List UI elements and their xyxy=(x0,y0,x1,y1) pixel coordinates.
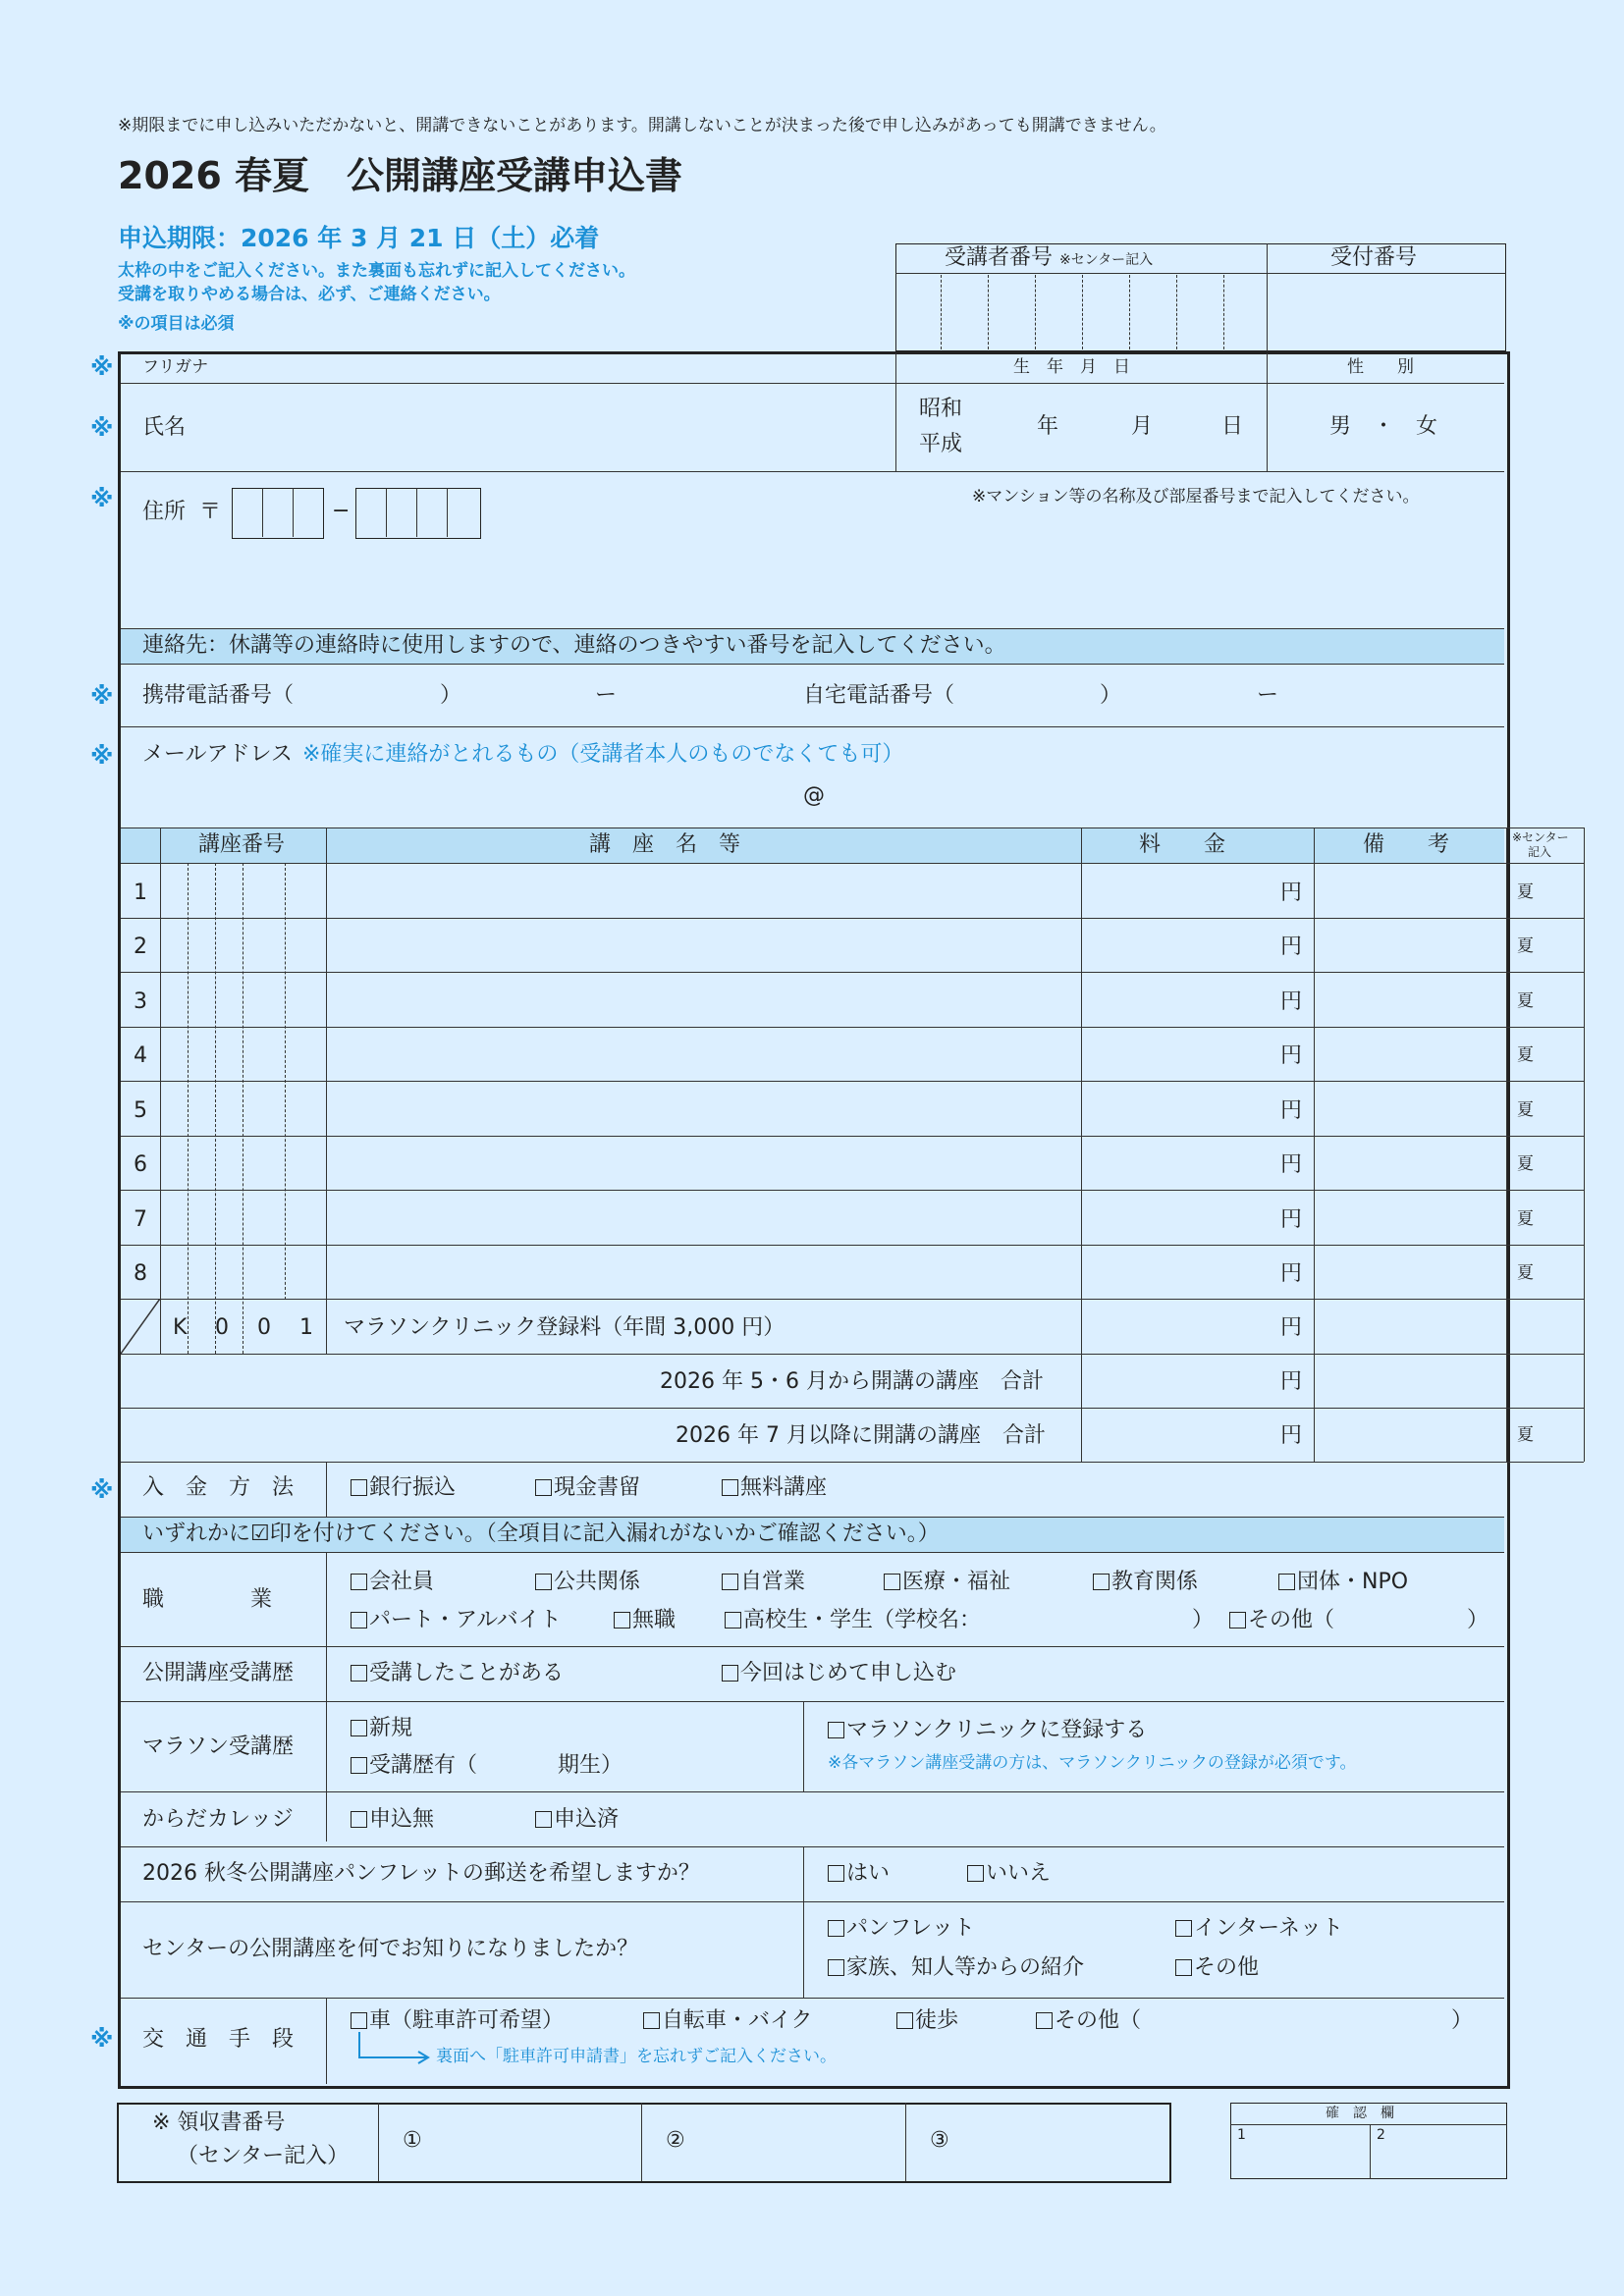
required-mark: ※ xyxy=(90,1476,114,1504)
home-paren-close: ） xyxy=(1100,683,1122,708)
summer-mark: 夏 xyxy=(1517,1154,1534,1174)
gender-options[interactable]: 男 ・ 女 xyxy=(1329,414,1438,439)
row-number: 6 xyxy=(134,1152,147,1177)
yen-label: 円 xyxy=(1280,1315,1303,1340)
course-name-header: 講 座 名 等 xyxy=(589,832,741,857)
marathon-history-label: マラソン受講歴 xyxy=(142,1735,295,1759)
instruction-2: 受講を取りやめる場合は、必ず、ご連絡ください。 xyxy=(118,285,501,304)
total-may-june: 2026 年 5・6 月から開講の講座 合計 xyxy=(660,1369,1044,1394)
postal-dash: − xyxy=(332,499,351,523)
checkbox[interactable] xyxy=(1175,1920,1192,1937)
checkbox[interactable] xyxy=(884,1574,900,1590)
karada-applied[interactable]: 申込済 xyxy=(535,1809,619,1831)
home-dash: ー xyxy=(1257,683,1279,708)
home-phone-label: 自宅電話番号（ xyxy=(803,683,955,708)
occupation-education[interactable]: 教育関係 xyxy=(1093,1572,1198,1593)
address-note: ※マンション等の名称及び部屋番号まで記入してください。 xyxy=(972,487,1420,507)
receipt-number-3: ③ xyxy=(930,2128,949,2153)
arrow-icon xyxy=(357,2032,432,2065)
checkbox[interactable] xyxy=(351,1720,367,1736)
center-use-header-2: 記入 xyxy=(1528,845,1552,859)
row-number: 1 xyxy=(134,881,147,905)
checkbox[interactable] xyxy=(828,1959,844,1976)
required-mark: ※ xyxy=(90,742,114,770)
occupation-company[interactable]: 会社員 xyxy=(351,1572,434,1593)
k-code-char: 1 xyxy=(299,1315,313,1340)
student-paren-close: ） xyxy=(1192,1608,1215,1632)
check-instruction-band: いずれかに☑印を付けてください。（全項目に記入漏れがないかご確認ください。） xyxy=(142,1522,940,1546)
payment-label: 入 金 方 法 xyxy=(142,1475,295,1500)
source-pamphlet[interactable]: パンフレット xyxy=(828,1918,975,1940)
occupation-medical[interactable]: 医療・福祉 xyxy=(884,1572,1010,1593)
payment-free-course[interactable]: 無料講座 xyxy=(722,1477,827,1499)
mobile-phone-label: 携帯電話番号（ xyxy=(142,683,295,708)
remarks-header: 備 考 xyxy=(1363,832,1450,857)
receipt-number-1: ① xyxy=(403,2128,422,2153)
checkbox[interactable] xyxy=(1229,1612,1246,1629)
occupation-student[interactable]: 高校生・学生（学校名： xyxy=(725,1610,981,1631)
payment-cash-registered[interactable]: 現金書留 xyxy=(535,1477,640,1499)
summer-mark: 夏 xyxy=(1517,1263,1534,1283)
payment-bank-transfer[interactable]: 銀行振込 xyxy=(351,1477,456,1499)
postal-code-first[interactable] xyxy=(232,488,324,539)
row-number: 3 xyxy=(134,989,147,1014)
parking-permit-note: 裏面へ「駐車許可申請書」を忘れずご記入ください。 xyxy=(436,2047,837,2066)
source-internet[interactable]: インターネット xyxy=(1175,1918,1343,1940)
transport-other-close: ） xyxy=(1451,2008,1474,2033)
checkbox[interactable] xyxy=(351,1757,367,1774)
confirmation-col-2: 2 xyxy=(1377,2127,1385,2143)
checkbox[interactable] xyxy=(351,1574,367,1590)
receipt-number-2: ② xyxy=(666,2128,685,2153)
deadline-notice: ※期限までに申し込みいただかないと、開講できないことがあります。開講しないことが決まった後で申し込みがあっても開講できません。 xyxy=(118,116,1166,135)
email-at: @ xyxy=(803,783,825,808)
source-other[interactable]: その他 xyxy=(1175,1957,1259,1979)
name-label: 氏名 xyxy=(142,415,187,440)
address-label: 住所 〒 xyxy=(142,500,222,524)
source-family-friends[interactable]: 家族、知人等からの紹介 xyxy=(828,1957,1084,1979)
confirmation-col-1: 1 xyxy=(1237,2127,1246,2143)
occupation-public[interactable]: 公共関係 xyxy=(535,1572,640,1593)
course-history-label: 公開講座受講歴 xyxy=(142,1661,295,1685)
row-number: 7 xyxy=(134,1207,147,1232)
gender-header: 性 別 xyxy=(1347,357,1414,377)
checkbox[interactable] xyxy=(535,1811,552,1828)
yen-label: 円 xyxy=(1280,1261,1303,1286)
email-label: メールアドレス xyxy=(142,742,293,767)
checkbox[interactable] xyxy=(725,1612,741,1629)
k-code-char: 0 xyxy=(215,1315,229,1340)
k-code-char: 0 xyxy=(257,1315,271,1340)
checkbox[interactable] xyxy=(535,1479,552,1496)
day-unit: 日 xyxy=(1221,414,1244,439)
diagonal-slash xyxy=(121,1299,160,1354)
marathon-fee-label: マラソンクリニック登録料（年間 3,000 円） xyxy=(344,1315,785,1340)
instruction-3: ※の項目は必須 xyxy=(118,314,235,334)
yen-label: 円 xyxy=(1280,881,1303,905)
transport-car[interactable]: 車（駐車許可希望） xyxy=(351,2010,564,2032)
marathon-clinic-note: ※各マラソン講座受講の方は、マラソンクリニックの登録が必須です。 xyxy=(828,1753,1357,1773)
yen-label: 円 xyxy=(1280,1423,1303,1448)
postal-code-second[interactable] xyxy=(355,488,481,539)
checkbox[interactable] xyxy=(1036,2012,1053,2029)
receipt-number-label: ※ 領収書番号 xyxy=(152,2110,286,2135)
applicant-number-label: 受講者番号 ※センター記入 xyxy=(945,245,1154,270)
mobile-paren-close: ） xyxy=(440,683,462,708)
pamphlet-no[interactable]: いいえ xyxy=(967,1863,1051,1885)
year-unit: 年 xyxy=(1037,414,1059,439)
checkbox[interactable] xyxy=(828,1722,844,1738)
checkbox[interactable] xyxy=(1175,1959,1192,1976)
occupation-self-employed[interactable]: 自営業 xyxy=(722,1572,805,1593)
checkbox[interactable] xyxy=(614,1612,630,1629)
summer-mark: 夏 xyxy=(1517,882,1534,902)
checkbox[interactable] xyxy=(722,1665,738,1682)
email-note: ※確実に連絡がとれるもの（受講者本人のものでなくても可） xyxy=(302,742,904,767)
karada-college-label: からだカレッジ xyxy=(142,1807,294,1832)
instruction-1: 太枠の中をご記入ください。また裏面も忘れずに記入してください。 xyxy=(118,261,635,281)
required-mark: ※ xyxy=(90,682,114,710)
occupation-part-time[interactable]: パート・アルバイト xyxy=(351,1610,562,1631)
checkbox[interactable] xyxy=(351,1612,367,1629)
required-mark: ※ xyxy=(90,353,114,381)
yen-label: 円 xyxy=(1280,1369,1303,1394)
checkbox[interactable] xyxy=(828,1865,844,1882)
reception-number-label: 受付番号 xyxy=(1330,245,1418,270)
form-title: 2026 春夏 公開講座受講申込書 xyxy=(118,154,682,197)
required-mark: ※ xyxy=(90,485,114,512)
occupation-label: 職 業 xyxy=(142,1587,273,1612)
mobile-dash: ー xyxy=(595,683,618,708)
other-paren-close: ） xyxy=(1467,1608,1489,1632)
marathon-has-history[interactable]: 受講歴有（ xyxy=(351,1755,477,1777)
pamphlet-yes[interactable]: はい xyxy=(828,1863,890,1885)
summer-mark: 夏 xyxy=(1517,1425,1534,1445)
checkbox[interactable] xyxy=(1093,1574,1110,1590)
checkbox[interactable] xyxy=(535,1574,552,1590)
center-use-header: ※センター xyxy=(1512,830,1569,844)
k-code-char: K xyxy=(173,1315,188,1340)
fee-header: 料 金 xyxy=(1139,832,1226,857)
occupation-npo[interactable]: 団体・NPO xyxy=(1278,1572,1408,1593)
era-heisei: 平成 xyxy=(919,432,963,456)
source-question: センターの公開講座を何でお知りになりましたか？ xyxy=(142,1937,639,1961)
transport-other[interactable]: その他（ xyxy=(1036,2010,1141,2032)
contact-band: 連絡先：休講等の連絡時に使用しますので、連絡のつきやすい番号を記入してください。 xyxy=(142,633,1006,658)
checkbox[interactable] xyxy=(1278,1574,1295,1590)
occupation-other[interactable]: その他（ xyxy=(1229,1610,1334,1631)
yen-label: 円 xyxy=(1280,934,1303,959)
era-showa: 昭和 xyxy=(919,397,963,421)
checkbox[interactable] xyxy=(351,2012,367,2029)
birthdate-header: 生 年 月 日 xyxy=(1013,357,1130,377)
yen-label: 円 xyxy=(1280,1043,1303,1068)
karada-not-applied[interactable]: 申込無 xyxy=(351,1809,434,1831)
checkbox[interactable] xyxy=(722,1574,738,1590)
history-attended[interactable]: 受講したことがある xyxy=(351,1663,564,1684)
total-july-later: 2026 年 7 月以降に開講の講座 合計 xyxy=(676,1423,1046,1448)
pamphlet-question: 2026 秋冬公開講座パンフレットの郵送を希望しますか？ xyxy=(142,1861,700,1886)
yen-label: 円 xyxy=(1280,1152,1303,1177)
application-deadline: 申込期限：2026 年 3 月 21 日（土）必着 xyxy=(118,224,600,252)
month-unit: 月 xyxy=(1131,414,1154,439)
checkbox[interactable] xyxy=(828,1920,844,1937)
yen-label: 円 xyxy=(1280,1098,1303,1123)
marathon-clinic-register[interactable]: マラソンクリニックに登録する xyxy=(828,1720,1147,1741)
summer-mark: 夏 xyxy=(1517,1209,1534,1229)
yen-label: 円 xyxy=(1280,989,1303,1014)
summer-mark: 夏 xyxy=(1517,936,1534,956)
checkbox[interactable] xyxy=(351,1665,367,1682)
receipt-center-note: （センター記入） xyxy=(177,2144,350,2168)
transport-walk[interactable]: 徒歩 xyxy=(896,2010,958,2032)
transport-bicycle[interactable]: 自転車・バイク xyxy=(643,2010,813,2032)
row-number: 8 xyxy=(134,1261,147,1286)
furigana-label: フリガナ xyxy=(142,357,209,377)
summer-mark: 夏 xyxy=(1517,1100,1534,1120)
history-first-time[interactable]: 今回はじめて申し込む xyxy=(722,1663,956,1684)
yen-label: 円 xyxy=(1280,1207,1303,1232)
checkbox[interactable] xyxy=(643,2012,660,2029)
occupation-unemployed[interactable]: 無職 xyxy=(614,1610,676,1631)
checkbox[interactable] xyxy=(351,1811,367,1828)
checkbox[interactable] xyxy=(967,1865,984,1882)
required-mark: ※ xyxy=(90,2025,114,2053)
summer-mark: 夏 xyxy=(1517,1045,1534,1065)
course-number-header: 講座番号 xyxy=(198,832,286,857)
row-number: 4 xyxy=(134,1043,147,1068)
summer-mark: 夏 xyxy=(1517,991,1534,1011)
checkbox[interactable] xyxy=(351,1479,367,1496)
required-mark: ※ xyxy=(90,414,114,442)
row-number: 2 xyxy=(134,934,147,959)
confirmation-label: 確 認 欄 xyxy=(1326,2106,1394,2121)
marathon-term-label: 期生） xyxy=(558,1753,623,1778)
checkbox[interactable] xyxy=(722,1479,738,1496)
row-number: 5 xyxy=(134,1098,147,1123)
marathon-new[interactable]: 新規 xyxy=(351,1718,412,1739)
checkbox[interactable] xyxy=(896,2012,913,2029)
transport-label: 交 通 手 段 xyxy=(142,2027,295,2052)
